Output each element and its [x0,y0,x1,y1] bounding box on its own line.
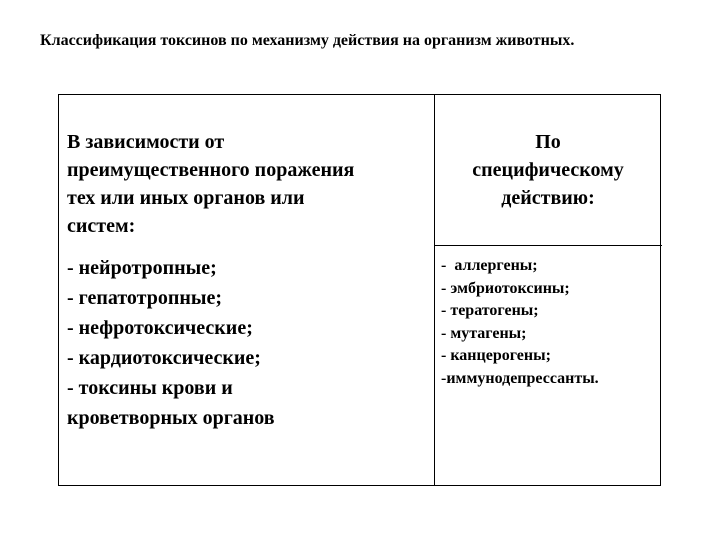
list-item: кроветворных органов [67,407,275,429]
page-title: Классификация токсинов по механизму действия на организм животных. [40,32,575,49]
right-header-line: специфическому [472,159,624,181]
left-column-list [67,253,429,433]
left-column-header [67,128,429,240]
right-column-header [437,128,659,212]
right-column-list [441,255,659,390]
left-header-line: преимущественного поражения [67,159,355,181]
classification-table [58,94,661,486]
left-header-line: тех или иных органов или [67,187,305,209]
left-header-line: систем: [67,215,136,237]
list-item: - нефротоксические; [67,317,253,339]
left-header-line: В зависимости от [67,131,225,153]
list-item: - гепатотропные; [67,287,223,309]
list-item: - нейротропные; [67,257,217,279]
list-item: - аллергены; [441,257,538,274]
list-item: - мутагены; [441,324,527,342]
list-item: -иммунодепрессанты. [441,369,599,387]
row-divider [434,245,662,246]
list-item: - эмбриотоксины; [441,279,570,297]
right-header-line: По [535,131,561,153]
right-header-line: действию: [501,187,595,209]
list-item: - токсины крови и [67,377,233,399]
list-item: - канцерогены; [441,347,551,364]
list-item: - тератогены; [441,302,539,319]
list-item: - кардиотоксические; [67,347,261,369]
column-divider [434,95,435,485]
